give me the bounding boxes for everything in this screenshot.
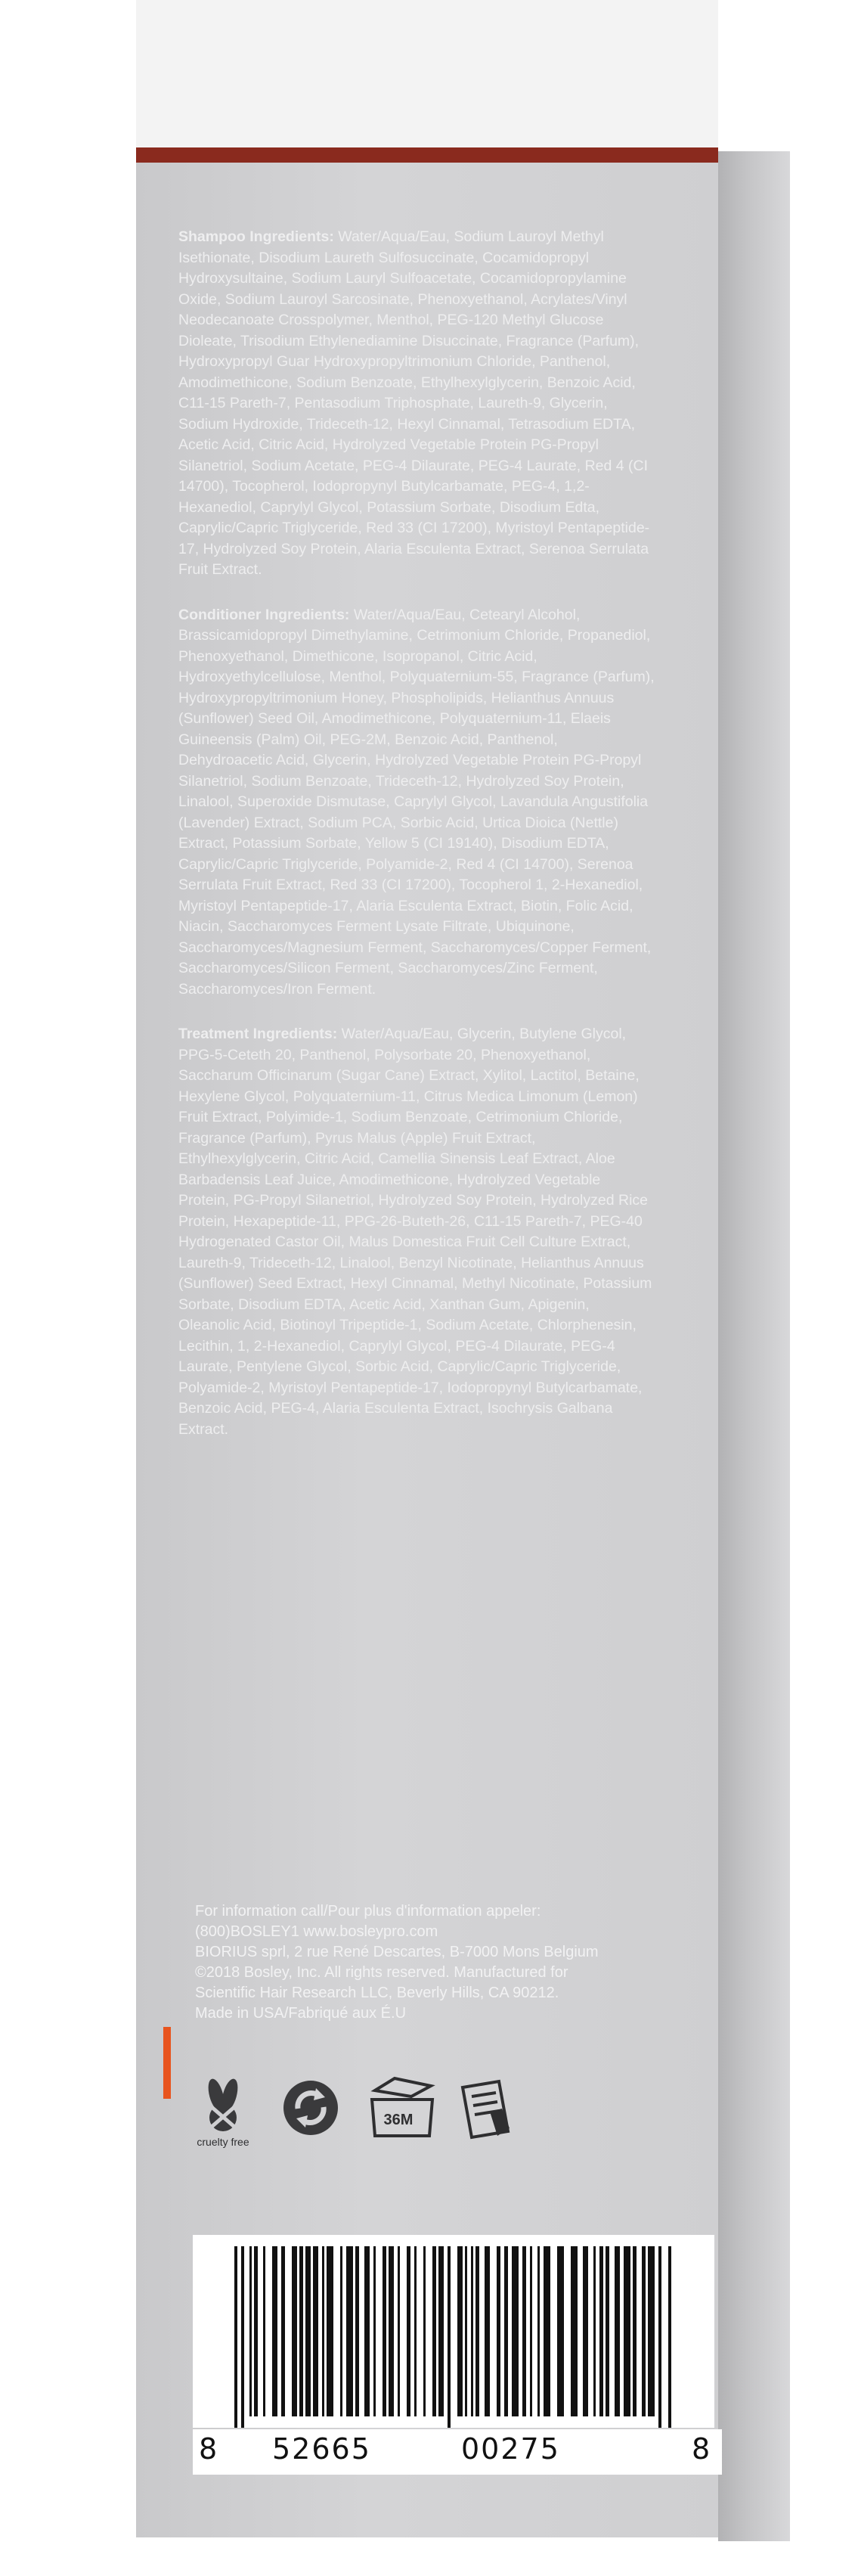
barcode-bar (263, 2246, 265, 2416)
barcode-bar (254, 2246, 258, 2416)
barcode-bar (373, 2246, 376, 2416)
barcode-bar (522, 2246, 526, 2416)
ingredient-lists (178, 227, 655, 1464)
barcode-bar (583, 2246, 588, 2416)
barcode-bar (281, 2246, 285, 2416)
barcode-bar (544, 2246, 550, 2416)
barcode-digit-last: 8 (692, 2432, 712, 2466)
shampoo-ingredients (178, 227, 655, 581)
box-edge (718, 151, 790, 2541)
box-top-flap (136, 0, 718, 163)
barcode-bar (313, 2246, 318, 2416)
barcode-digit-group-left: 52665 (272, 2432, 371, 2466)
barcode-bar (322, 2246, 324, 2416)
barcode-digit-group-right: 00275 (461, 2432, 560, 2466)
barcode-bar (327, 2246, 333, 2416)
barcode-bar (512, 2246, 519, 2416)
treatment-ingredients (178, 1024, 655, 1440)
conditioner-ingredients (178, 605, 655, 1001)
barcode-bar (438, 2246, 444, 2416)
certification-icons (189, 2074, 552, 2165)
barcode-bar (305, 2246, 311, 2416)
barcode-bars (193, 2235, 714, 2428)
barcode-bar (423, 2246, 426, 2416)
info-line: Scientific Hair Research LLC, Beverly Hills, CA 90212. (195, 1985, 559, 2001)
barcode-digits (193, 2429, 722, 2475)
barcode-bar (599, 2246, 603, 2416)
info-line: BIORIUS sprl, 2 rue René Descartes, B-7000 Mons Belgium (195, 1944, 599, 1960)
info-line: ©2018 Bosley, Inc. All rights reserved. Manufactured for (195, 1964, 568, 1981)
barcode-bar (593, 2246, 596, 2416)
barcode-bar (475, 2246, 479, 2416)
barcode-digit-first: 8 (199, 2432, 219, 2466)
barcode-bar (292, 2246, 297, 2416)
barcode-bar (497, 2246, 500, 2416)
barcode-bar (504, 2246, 508, 2416)
barcode-bar (272, 2246, 277, 2416)
accent-stripe (163, 2027, 171, 2099)
treatment-text: Water/Aqua/Eau, Glycerin, Butylene Glycol, PPG-5-Ceteth 20, Panthenol, Polysorbate 20, Phenoxyethanol, Saccharum Officinarum (Sugar Cane) Extract, Xylitol, Lactitol, Betaine, Hexylene Glycol, Polyquaternium-11, Citrus Medica Limonum (Lemon) Fruit Extract, Polyimide-1, Sodium Benzoate, Cetrimonium Chloride, Fragrance (Parfum), Pyrus Malus (Apple) Fruit Extract, Ethylhexylglycerin, Citric Acid, Camellia Sinensis Leaf Extract, Aloe Barbadensis Leaf Juice, Amodimethicone, Hydrolyzed Vegetable Protein, PG-Propyl Silanetriol, Hydrolyzed Soy Protein, Hydrolyzed Rice Protein, Hexapeptide-11, PPG-26-Buteth-26, C11-15 Pareth-7, PEG-40 Hydrogenated Castor Oil, Malus Domestica Fruit Cell Culture Extract, Laureth-9, Trideceth-12, Linalool, Benzyl Nicotinate, Helianthus Annuus (Sunflower) Seed Extract, Hexyl Cinnamal, Methyl Nicotinate, Potassium Sorbate, Disodium EDTA, Acetic Acid, Xanthan Gum, Apigenin, Oleanolic Acid, Biotinoyl Tripeptide-1, Sodium Acetate, Chlorphenesin, Lecithin, 1, 2-Hexanediol, Caprylyl Glycol, PEG-4 Dilaurate, PEG-4 Laurate, Pentylene Glycol, Sorbic Acid, Caprylic/Capric Triglyceride, Polyamide-2, Myristoyl Pentapeptide-17, Iodopropynyl Butylcarbamate, Benzoic Acid, PEG-4, Alaria Esculenta Extract, Isochrysis Galbana Extract. (178, 1026, 652, 1438)
company-info (195, 1901, 664, 2024)
barcode-bar (624, 2246, 630, 2416)
cruelty-free-icon (189, 2074, 257, 2149)
barcode-bar (249, 2246, 252, 2416)
barcode-bar (407, 2246, 410, 2416)
barcode-bar (355, 2246, 359, 2416)
open-jar-icon (364, 2074, 432, 2149)
barcode-bar (383, 2246, 386, 2416)
treatment-heading: Treatment Ingredients: (178, 1026, 338, 1042)
barcode-bar (530, 2246, 532, 2416)
barcode-bar (485, 2246, 490, 2416)
barcode-bar (432, 2246, 436, 2416)
barcode-bar (658, 2246, 661, 2428)
barcode-bar (299, 2246, 303, 2416)
barcode-bar (448, 2246, 451, 2428)
barcode-bar (389, 2246, 394, 2416)
barcode-bar (364, 2246, 370, 2416)
barcode-bar (642, 2246, 646, 2416)
barcode-bar (457, 2246, 463, 2416)
open-jar-caption: 36M (383, 2112, 414, 2128)
barcode-bar (606, 2246, 609, 2416)
barcode-bar (615, 2246, 620, 2416)
barcode-bar (571, 2246, 578, 2416)
conditioner-heading: Conditioner Ingredients: (178, 606, 350, 623)
cruelty-free-caption: cruelty free (197, 2136, 249, 2148)
barcode-bar (241, 2246, 244, 2428)
conditioner-text: Water/Aqua/Eau, Cetearyl Alcohol, Brassicamidopropyl Dimethylamine, Cetrimonium Chloride, Propanediol, Phenoxyethanol, Dimethicone, Isopropanol, Citric Acid, Hydroxyethylcellulose, Menthol, Polyquaternium-55, Fragrance (Parfum), Hydroxypropyltrimonium Honey, Phospholipids, Helianthus Annuus (Sunflower) Seed Oil, Amodimethicone, Polyquaternium-11, Elaeis Guineensis (Palm) Oil, PEG-2M, Benzoic Acid, Panthenol, Dehydroacetic Acid, Glycerin, Hydrolyzed Vegetable Protein PG-Propyl Silanetriol, Sodium Benzoate, Trideceth-12, Hydrolyzed Soy Protein, Linalool, Superoxide Dismutase, Caprylyl Glycol, Lavandula Angustifolia (Lavender) Extract, Sodium PCA, Sorbic Acid, Urtica Dioica (Nettle) Extract, Potassium Sorbate, Yellow 5 (CI 19140), Disodium EDTA, Caprylic/Capric Triglyceride, Polyamide-2, Red 4 (CI 14700), Serenoa Serrulata Fruit Extract, Red 33 (CI 17200), Tocopherol 1, 2-Hexanediol, Myristoyl Pentapeptide-17, Alaria Esculenta Extract, Biotin, Folic Acid, Niacin, Saccharomyces Ferment Lysate Filtrate, Ubiquinone, Saccharomyces/Magnesium Ferment, Saccharomyces/Copper Ferment, Saccharomyces/Silicon Ferment, Saccharomyces/Zinc Ferment, Saccharomyces/Iron Ferment. (178, 606, 655, 998)
recycle-icon (277, 2074, 345, 2149)
info-booklet-icon (452, 2074, 520, 2149)
cap-color-band (136, 147, 718, 163)
barcode-bar (537, 2246, 540, 2416)
barcode-bar (668, 2246, 671, 2428)
barcode-bar (557, 2246, 564, 2416)
info-line: (800)BOSLEY1 www.bosleypro.com (195, 1923, 438, 1940)
shampoo-text: Water/Aqua/Eau, Sodium Lauroyl Methyl Isethionate, Disodium Laureth Sulfosuccinate, Cocamidopropyl Hydroxysultaine, Sodium Lauryl Sulfoacetate, Cocamidopropylamine Oxide, Sodium Lauroyl Sarcosinate, Phenoxyethanol, Acrylates/Vinyl Neodecanoate Crosspolymer, Menthol, PEG-120 Methyl Glucose Dioleate, Trisodium Ethylenediamine Disuccinate, Fragrance (Parfum), Hydroxypropyl Guar Hydroxypropyltrimonium Chloride, Panthenol, Amodimethicone, Sodium Benzoate, Ethylhexylglycerin, Benzoic Acid, C11-15 Pareth-7, Pentasodium Triphosphate, Laureth-9, Glycerin, Sodium Hydroxide, Trideceth-12, Hexyl Cinnamal, Tetrasodium EDTA, Acetic Acid, Citric Acid, Hydrolyzed Vegetable Protein PG-Propyl Silanetriol, Sodium Acetate, PEG-4 Dilaurate, PEG-4 Laurate, Red 4 (CI 14700), Tocopherol, Iodopropynyl Butylcarbamate, PEG-4, 1,2-Hexanediol, Caprylyl Glycol, Potassium Sorbate, Disodium Edta, Caprylic/Capric Triglyceride, Red 33 (CI 17200), Myristoyl Pentapeptide-17, Hydrolyzed Soy Protein, Alaria Esculenta Extract, Serenoa Serrulata Fruit Extract. (178, 228, 650, 578)
barcode-bar (471, 2246, 473, 2416)
barcode-bar (340, 2246, 342, 2416)
info-line: Made in USA/Fabriqué aux É.U (195, 2005, 407, 2022)
barcode-bar (398, 2246, 400, 2416)
barcode (193, 2235, 714, 2428)
barcode-bar (465, 2246, 467, 2416)
shampoo-heading: Shampoo Ingredients: (178, 228, 334, 245)
barcode-bar (633, 2246, 637, 2416)
barcode-bar (234, 2246, 237, 2428)
barcode-bar (648, 2246, 655, 2416)
barcode-bar (414, 2246, 417, 2416)
info-line: For information call/Pour plus d'information appeler: (195, 1903, 541, 1920)
barcode-bar (346, 2246, 353, 2416)
